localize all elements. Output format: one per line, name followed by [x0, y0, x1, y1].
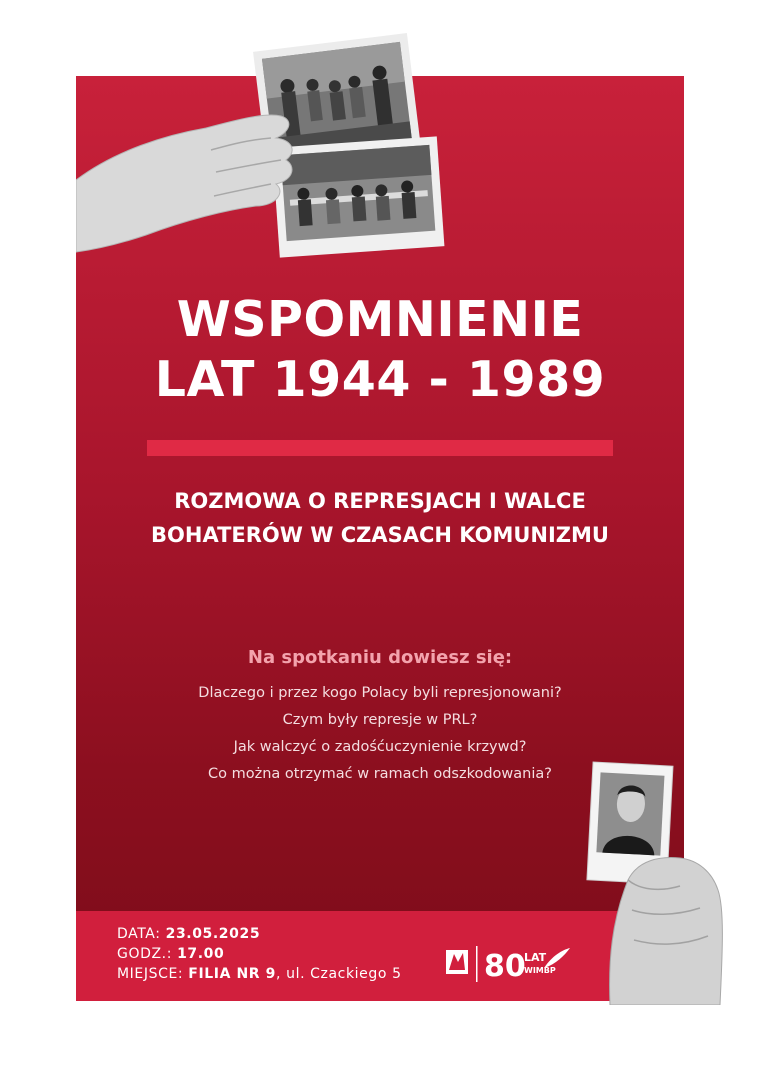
date-row [117, 924, 402, 944]
place-row [117, 964, 402, 984]
date-label: DATA: [117, 926, 161, 942]
title-line-1: WSPOMNIENIE [176, 291, 584, 348]
question-item: Jak walczyć o zadośćuczynienie krzywd? [233, 739, 527, 755]
place-label: MIEJSCE: [117, 966, 184, 982]
question-item: Dlaczego i przez kogo Polacy byli represjonowani? [198, 685, 562, 701]
place-address: , ul. Czackiego 5 [276, 966, 402, 982]
library-logo-icon [446, 950, 468, 974]
anniversary-word: LAT [524, 951, 547, 964]
anniversary-org: WIMBP [524, 966, 556, 975]
learn-heading: Na spotkaniu dowiesz się: [247, 647, 513, 668]
hand-with-photos-illustration [76, 20, 456, 260]
feather-icon [544, 948, 570, 968]
question-item: Czym były represje w PRL? [282, 712, 478, 728]
question-item: Co można otrzymać w ramach odszkodowania? [208, 766, 552, 782]
time-row [117, 944, 402, 964]
anniversary-number: 80 [484, 949, 526, 984]
time-label: GODZ.: [117, 946, 173, 962]
title-divider [147, 440, 613, 456]
hand-with-portrait-illustration [580, 760, 730, 1005]
place-value: FILIA NR 9 [188, 966, 277, 982]
event-subtitle [76, 484, 684, 552]
title-line-2: LAT 1944 - 1989 [154, 351, 606, 408]
subtitle-line-2: BOHATERÓW W CZASACH KOMUNIZMU [151, 523, 609, 547]
event-title [76, 290, 684, 410]
organizer-logos [444, 942, 574, 986]
time-value: 17.00 [177, 946, 225, 962]
date-value: 23.05.2025 [165, 926, 261, 942]
event-details [117, 924, 402, 984]
subtitle-line-1: ROZMOWA O REPRESJACH I WALCE [174, 489, 586, 513]
